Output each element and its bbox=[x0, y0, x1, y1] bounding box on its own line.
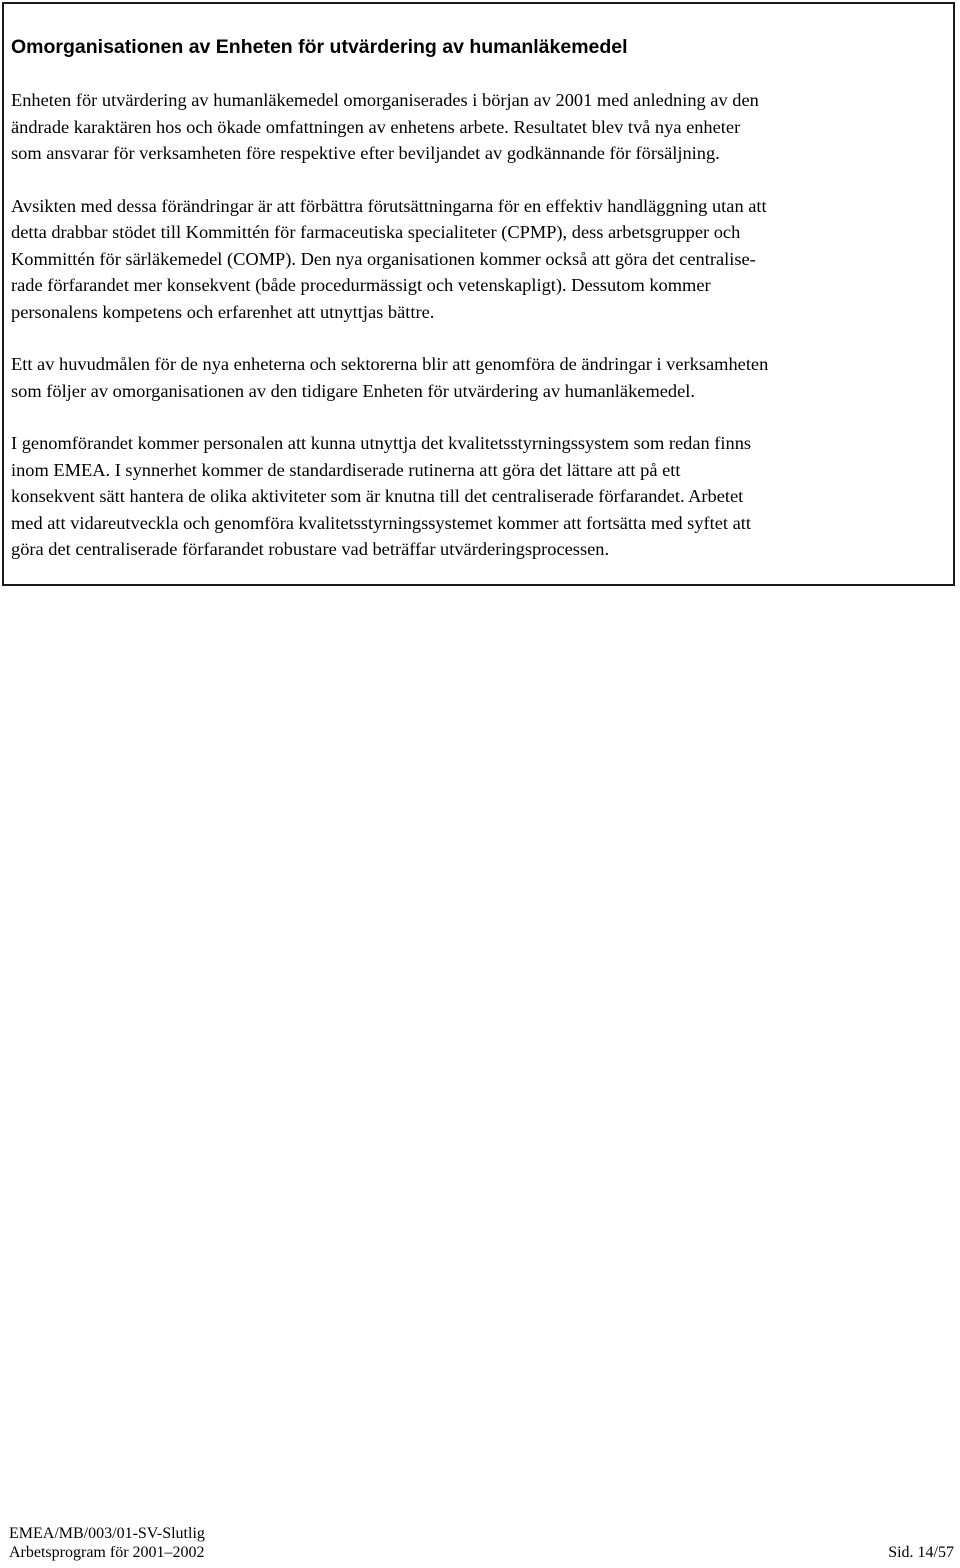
paragraph-line: detta drabbar stödet till Kommittén för farmaceutiska specialiteter (CPMP), dess arbetsgrupper och bbox=[11, 222, 741, 242]
paragraph-line: I genomförandet kommer personalen att kunna utnyttja det kvalitetsstyrningssystem som redan finns bbox=[11, 433, 752, 453]
paragraph-line: med att vidareutveckla och genomföra kvalitetsstyrningssystemet kommer att fortsätta med syftet att bbox=[11, 512, 752, 533]
paragraph-main-goal bbox=[11, 351, 951, 404]
paragraph-reorganisation bbox=[11, 87, 951, 167]
page-footer bbox=[9, 1524, 954, 1562]
page-number: Sid. 14/57 bbox=[888, 1544, 954, 1561]
bordered-section bbox=[2, 2, 955, 586]
paragraph-line: Kommittén för särläkemedel (COMP). Den nya organisationen kommer också att göra det centralise- bbox=[11, 248, 756, 269]
paragraph-line: som ansvarar för verksamheten före respektive efter beviljandet av godkännande för försäljning. bbox=[11, 143, 720, 163]
paragraph-line: Ett av huvudmålen för de nya enheterna och sektorerna blir att genomföra de ändringar i verksamheten bbox=[11, 354, 769, 374]
section-title: Omorganisationen av Enheten för utvärdering av humanläkemedel bbox=[11, 36, 628, 58]
paragraph-line: Avsikten med dessa förändringar är att förbättra förutsättningarna för en effektiv handläggning utan att bbox=[11, 195, 767, 216]
work-programme-label: Arbetsprogram för 2001–2002 bbox=[9, 1544, 205, 1561]
paragraph-line: göra det centraliserade förfarandet robustare vad beträffar utvärderingsprocessen. bbox=[11, 539, 610, 559]
paragraph-line: inom EMEA. I synnerhet kommer de standardiserade rutinerna att göra det lättare att på ett bbox=[11, 459, 681, 480]
paragraph-purpose bbox=[11, 193, 951, 326]
paragraph-implementation bbox=[11, 430, 951, 563]
paragraph-line: som följer av omorganisationen av den tidigare Enheten för utvärdering av humanläkemedel. bbox=[11, 380, 695, 401]
document-reference: EMEA/MB/003/01-SV-Slutlig bbox=[9, 1525, 205, 1542]
paragraph-line: Enheten för utvärdering av humanläkemedel omorganiserades i början av 2001 med anledning av den bbox=[11, 90, 759, 110]
footer-row-bottom bbox=[9, 1543, 954, 1562]
footer-row-top bbox=[9, 1524, 954, 1543]
paragraph-line: rade förfarandet mer konsekvent (både procedurmässigt och vetenskapligt). Dessutom kommer bbox=[11, 275, 711, 295]
paragraph-line: ändrade karaktären hos och ökade omfattningen av enhetens arbete. Resultatet blev två nya enheter bbox=[11, 116, 741, 137]
paragraph-line: personalens kompetens och erfarenhet att utnyttjas bättre. bbox=[11, 301, 435, 322]
paragraph-line: konsekvent sätt hantera de olika aktiviteter som är knutna till det centraliserade förfarandet. Arbetet bbox=[11, 486, 744, 506]
